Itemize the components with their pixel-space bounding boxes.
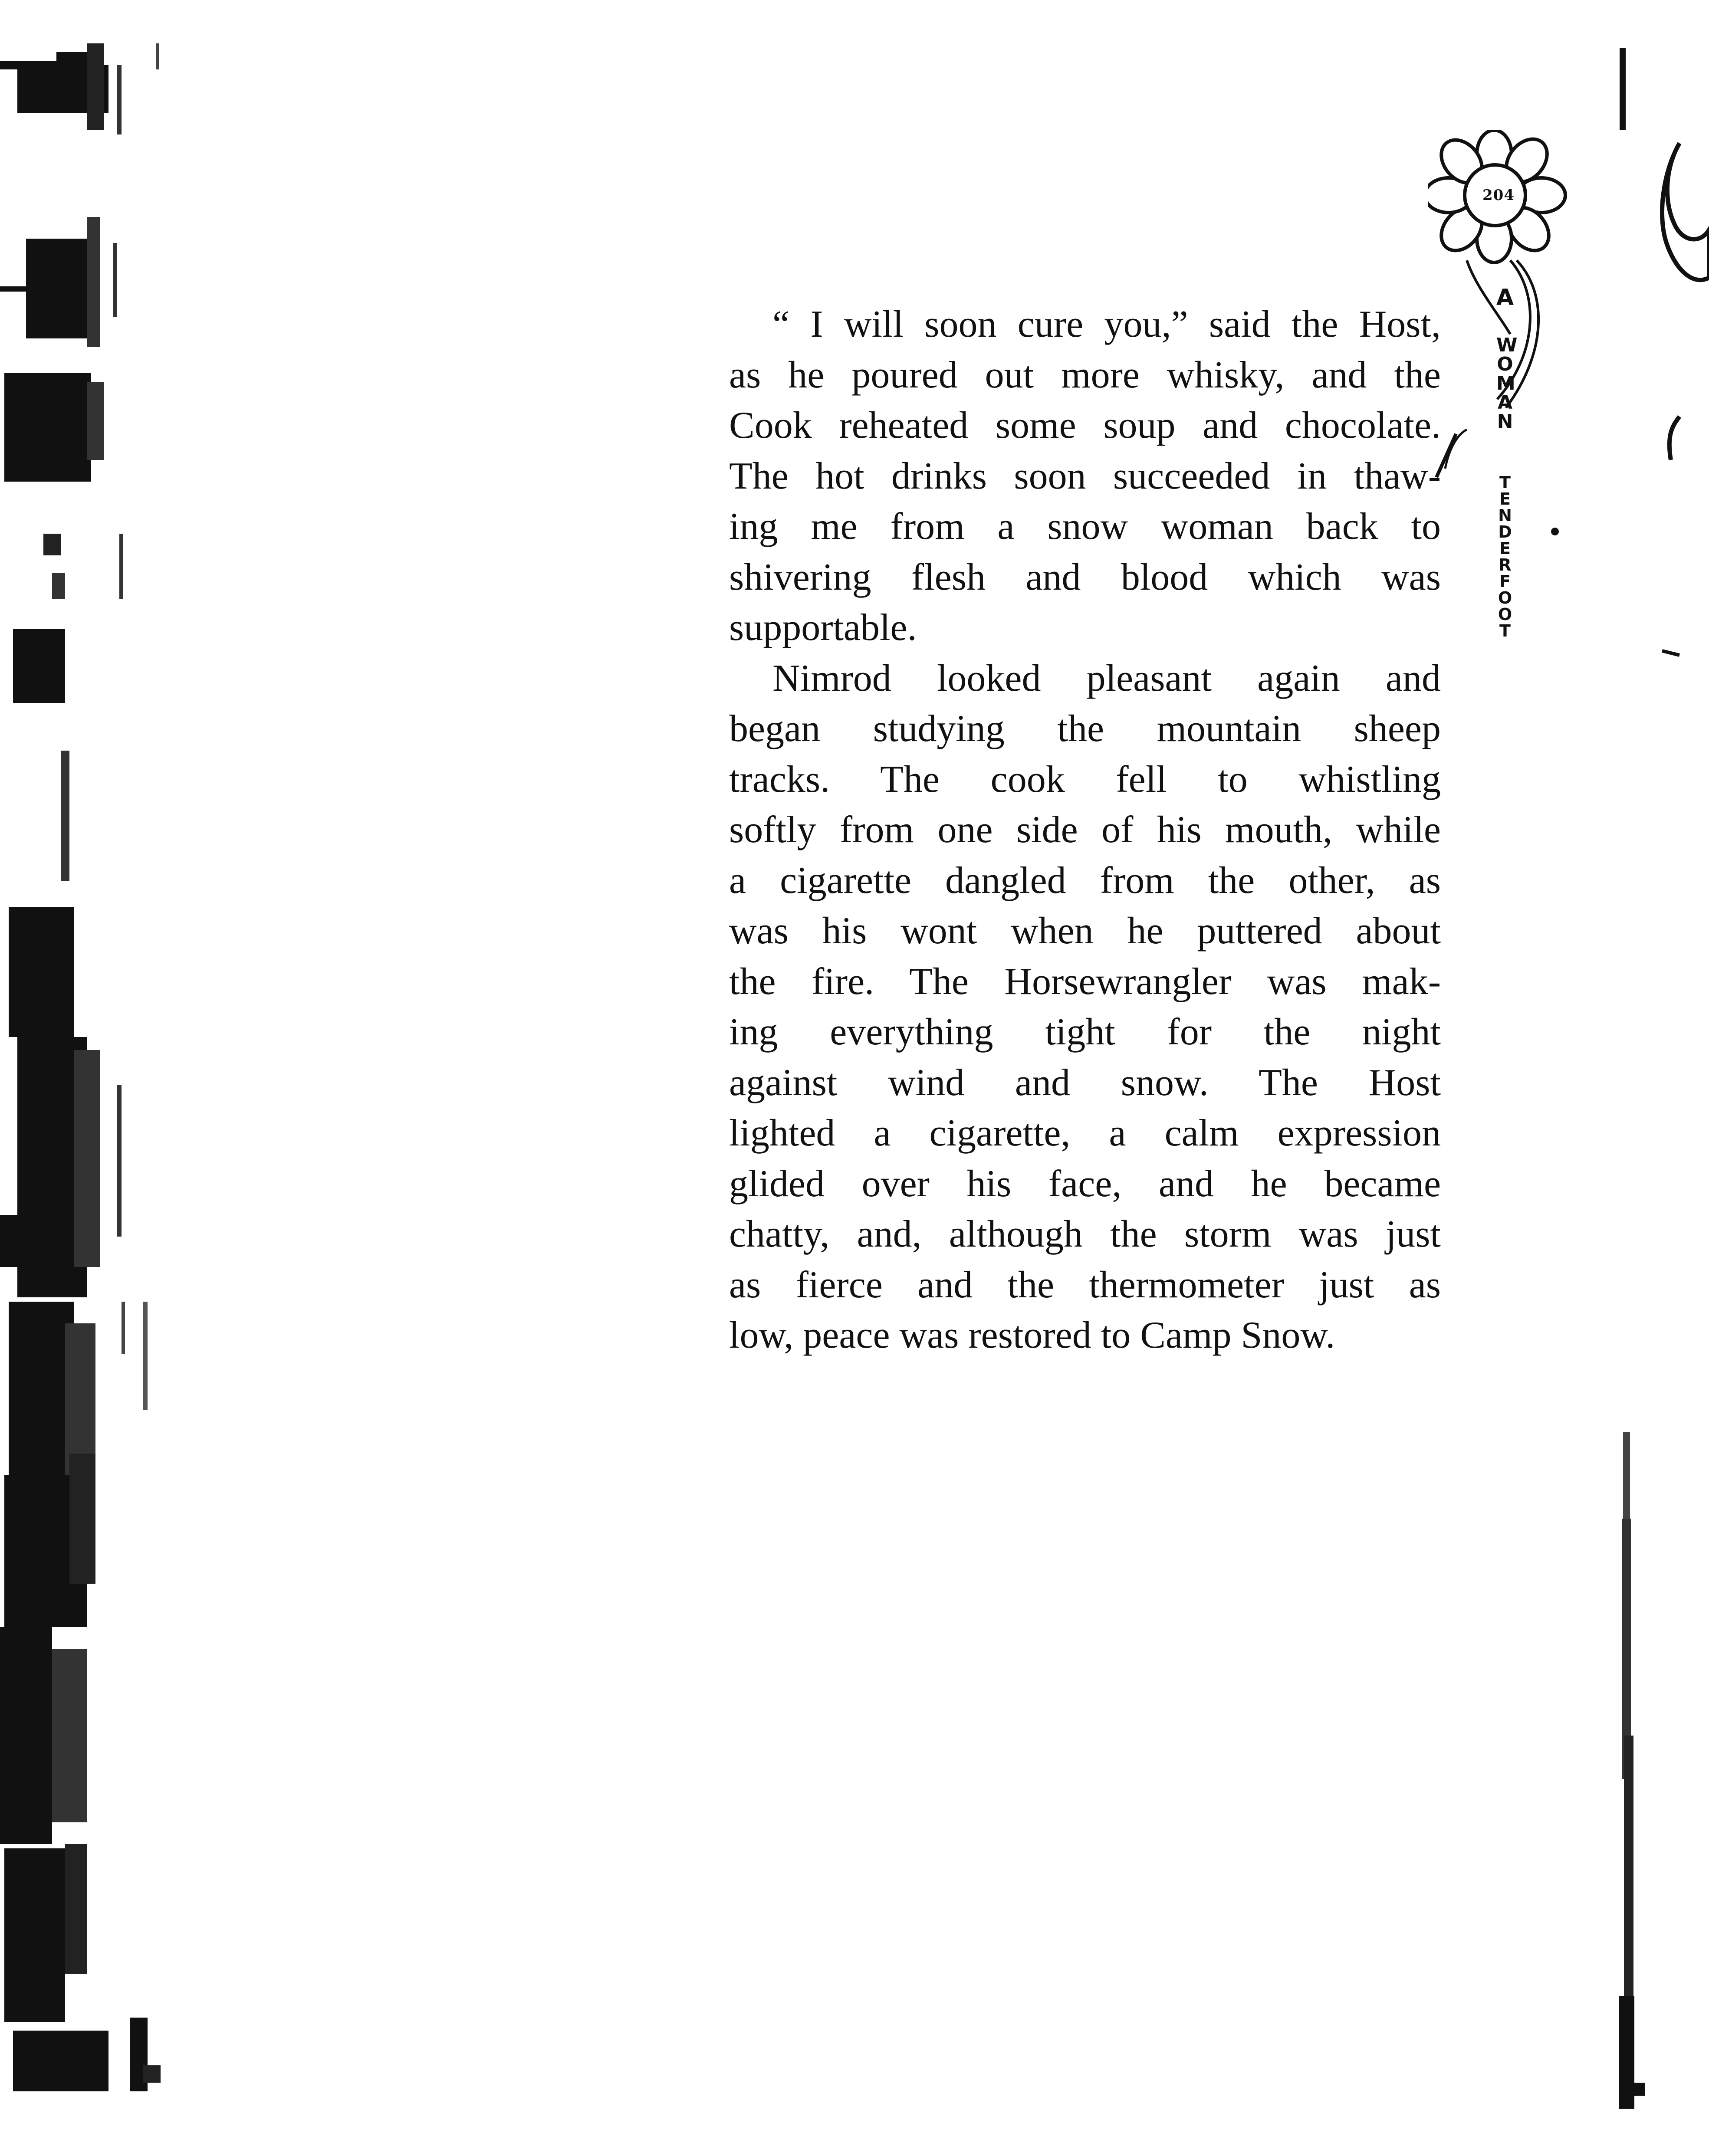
scan-edge-left: [0, 0, 182, 2156]
text-line: was his wont when he puttered about: [729, 910, 1441, 952]
text-line: chatty, and, although the storm was just: [729, 1213, 1441, 1255]
paragraph-2: [729, 653, 1441, 1361]
text-line: lighted a cigarette, a calm expression: [729, 1112, 1441, 1154]
paragraph-1: [729, 299, 1441, 653]
flower-ornament-icon: [1428, 130, 1610, 703]
text-line: “ I will soon cure you,” said the Host,: [772, 303, 1441, 345]
text-line: Nimrod looked pleasant again and: [772, 657, 1441, 699]
text-line: ing me from a snow woman back to: [729, 505, 1441, 548]
text-line: as fierce and the thermometer just as: [729, 1263, 1441, 1306]
text-line: Cook reheated some soup and chocolate.: [729, 404, 1441, 446]
text-line: against wind and snow. The Host: [729, 1061, 1441, 1104]
text-line: ing everything tight for the night: [729, 1011, 1441, 1053]
text-line: low, peace was restored to Camp Snow.: [729, 1314, 1335, 1356]
scan-edge-right: [1597, 0, 1709, 2156]
text-line: began studying the mountain sheep: [729, 708, 1441, 750]
text-line: shivering flesh and blood which was: [729, 556, 1441, 598]
text-line: a cigarette dangled from the other, as: [729, 859, 1441, 902]
body-text: [729, 299, 1441, 1361]
page-number: 204: [1482, 187, 1515, 204]
running-title-woman: [1492, 317, 1518, 450]
running-title-tenderfoot: [1492, 458, 1518, 656]
running-title-tenderfoot-text: TENDERFOOT: [1498, 473, 1512, 640]
text-line: the fire. The Horsewrangler was mak-: [729, 960, 1441, 1003]
text-line: as he poured out more whisky, and the: [729, 354, 1441, 396]
text-line: supportable.: [729, 607, 917, 649]
text-line: softly from one side of his mouth, while: [729, 809, 1441, 851]
running-title-a: A: [1496, 285, 1514, 311]
text-line: tracks. The cook fell to whistling: [729, 758, 1441, 801]
running-title-woman-text: WOMAN: [1496, 334, 1518, 433]
text-line: glided over his face, and he became: [729, 1162, 1441, 1205]
text-line: The hot drinks soon succeeded in thaw-: [729, 455, 1441, 497]
